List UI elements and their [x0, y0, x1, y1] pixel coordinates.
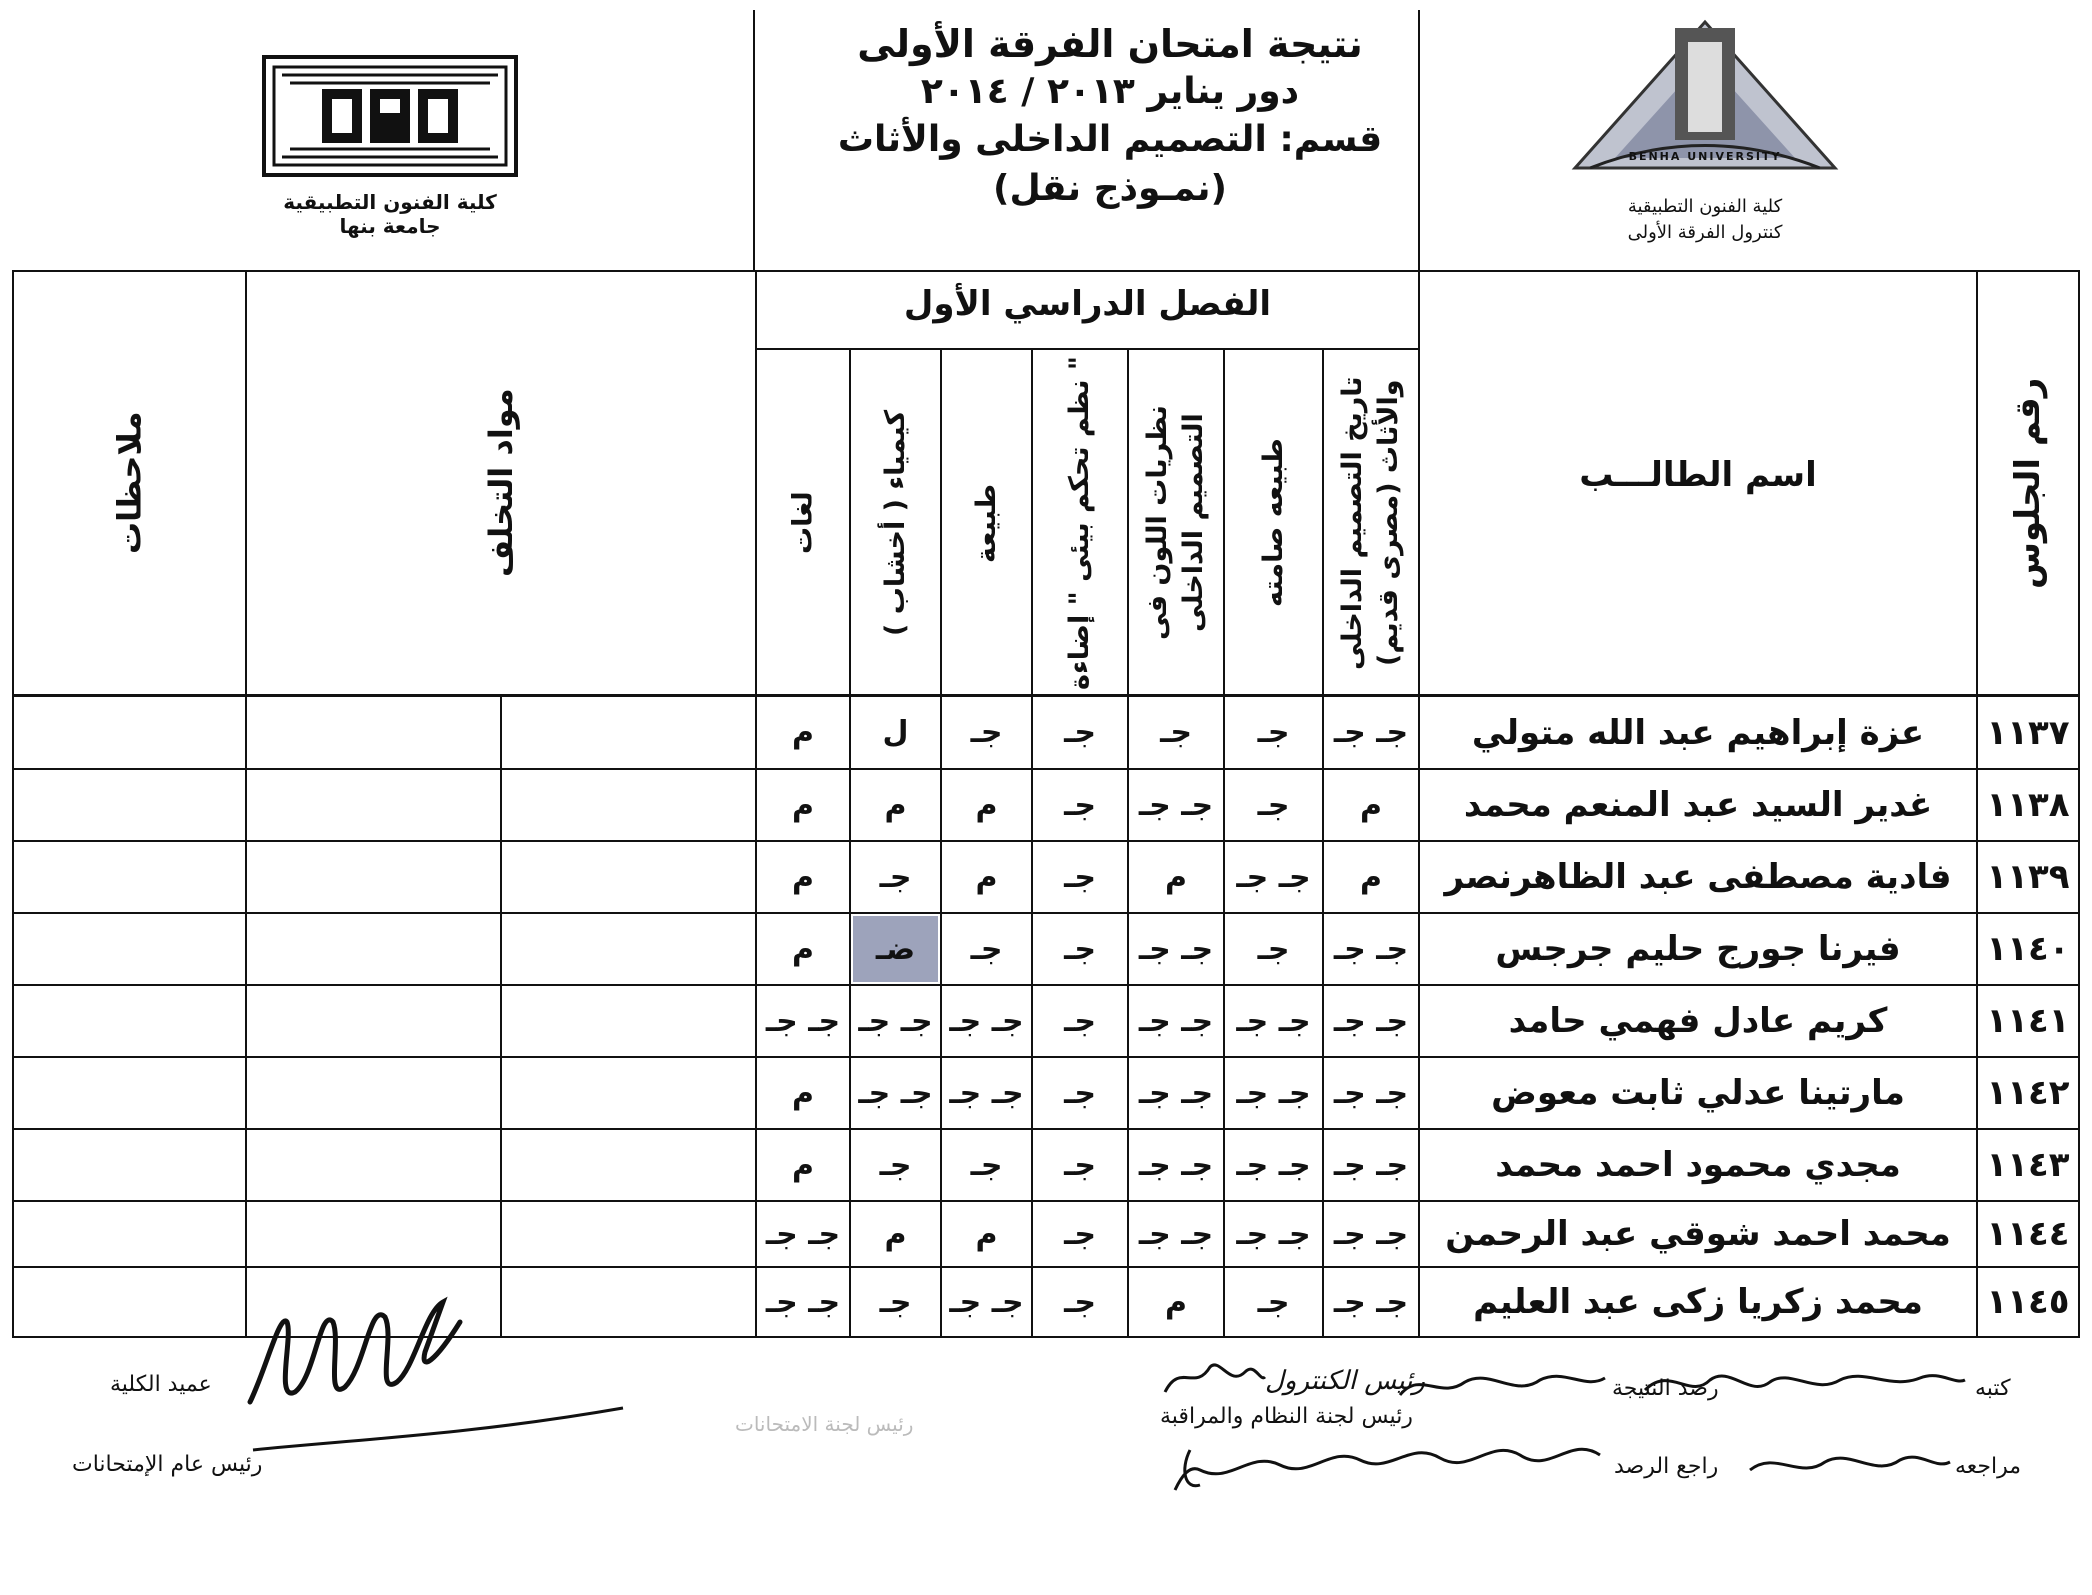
row-1144-name: محمد احمد شوقي عبد الرحمن [1445, 1214, 1951, 1254]
row-1139-grade-7: م [792, 859, 814, 895]
footer-review-record: راجع الرصد [1614, 1454, 1719, 1479]
row-1145-grade-4: جـ [1064, 1284, 1096, 1320]
row-1139-seat: ١١٣٩ [1986, 857, 2070, 897]
footer-recorded-by: رصد النتيجة [1612, 1376, 1719, 1401]
row-1144-seat: ١١٤٤ [1986, 1214, 2070, 1254]
row-1138-name: غدير السيد عبد المنعم محمد [1463, 785, 1933, 825]
row-1142-grade-7: م [792, 1075, 814, 1111]
row-1137-grade-5: جـ [970, 715, 1003, 750]
row-1141-grade-4: جـ [1064, 1003, 1096, 1039]
exam-session: دور يناير ٢٠١٣ / ٢٠١٤ [920, 71, 1300, 112]
row-1144-grade-7: جـ جـ [765, 1216, 841, 1252]
left-logo-line1: كلية الفنون التطبيقية [283, 190, 497, 214]
footer-exam-head: رئيس عام الإمتحانات [72, 1452, 263, 1477]
row-1140-seat: ١١٤٠ [1986, 929, 2070, 969]
form-type: (نمـوذج نقل) [993, 168, 1227, 209]
row-1139-grade-4: جـ [1064, 859, 1096, 895]
row-1141-name: كريم عادل فهمي حامد [1508, 1001, 1888, 1041]
col-header-notes: ملاحظات [110, 411, 149, 555]
right-logo-line2: كنترول الفرقة الأولى [1627, 222, 1783, 243]
row-1139-grade-3: م [1165, 859, 1187, 895]
right-logo-caption: BENHA UNIVERSITY [1628, 150, 1782, 163]
row-1140-grade-5: جـ [970, 931, 1003, 967]
row-1140-grade-3: جـ جـ [1138, 931, 1214, 967]
left-logo [262, 55, 518, 177]
row-1145-grade-5: جـ جـ [949, 1284, 1024, 1320]
row-1140-grade-4: جـ [1064, 931, 1096, 967]
row-1137-grade-6: ل [882, 715, 909, 750]
row-1142-grade-6: جـ جـ [858, 1075, 933, 1111]
row-1139-name: فادية مصطفى عبد الظاهرنصر [1444, 857, 1952, 897]
col-header-failed: مواد التخلف [482, 388, 520, 578]
row-1145-grade-7: جـ جـ [765, 1284, 841, 1320]
reviewer-signature [1745, 1440, 1955, 1490]
subject-header-3: نظريات اللون فى التصميم الداخلى [1142, 405, 1209, 641]
row-1137-grade-3: جـ [1160, 715, 1192, 750]
row-1145-grade-6: جـ [879, 1284, 912, 1320]
row-1143-grade-1: جـ جـ [1333, 1147, 1409, 1183]
footer-faded-stamp: رئيس لجنة الامتحانات [735, 1412, 914, 1436]
row-1144-grade-3: جـ جـ [1138, 1216, 1214, 1252]
row-1143-grade-5: جـ [970, 1147, 1003, 1183]
row-1144-grade-6: م [884, 1216, 907, 1252]
row-1138-grade-1: م [1360, 787, 1382, 823]
row-1141-seat: ١١٤١ [1986, 1001, 2070, 1041]
row-1143-grade-3: جـ جـ [1138, 1147, 1214, 1183]
footer-control-head: رئيس الكنترول [1265, 1366, 1426, 1396]
row-1145-seat: ١١٤٥ [1986, 1282, 2070, 1322]
review-record-signature [1170, 1430, 1610, 1500]
subject-header-6: كيمياء ( أخشاب ) [880, 409, 911, 637]
row-1137-grade-2: جـ [1257, 715, 1290, 750]
row-1142-grade-3: جـ جـ [1138, 1075, 1214, 1111]
row-1139-grade-1: م [1360, 859, 1382, 895]
row-1145-name: محمد زكريا زكى عبد العليم [1473, 1282, 1923, 1322]
row-1138-seat: ١١٣٨ [1986, 785, 2070, 825]
row-1145-grade-2: جـ [1257, 1284, 1290, 1320]
row-1144-grade-1: جـ جـ [1333, 1216, 1409, 1252]
row-1142-grade-4: جـ [1064, 1075, 1096, 1111]
header-divider-right [1418, 10, 1420, 270]
row-1141-grade-7: جـ جـ [765, 1003, 841, 1039]
row-1140-grade-1: جـ جـ [1333, 931, 1409, 967]
footer-dean: عميد الكلية [110, 1372, 212, 1397]
exam-title: نتيجة امتحان الفرقة الأولى [857, 22, 1363, 66]
row-1145-grade-3: م [1165, 1284, 1187, 1320]
row-1139-grade-6: جـ [879, 859, 912, 895]
row-1143-grade-6: جـ [879, 1147, 912, 1183]
row-1138-grade-3: جـ جـ [1138, 787, 1214, 823]
row-1141-grade-6: جـ جـ [858, 1003, 933, 1039]
row-1143-seat: ١١٤٣ [1986, 1145, 2070, 1185]
row-1137-grade-7: م [792, 715, 814, 750]
row-1144-grade-2: جـ جـ [1236, 1216, 1311, 1252]
control-head-signature [1160, 1352, 1270, 1402]
row-1140-name: فيرنا جورج حليم جرجس [1495, 929, 1901, 969]
row-1137-grade-4: جـ [1064, 715, 1096, 750]
row-1145-grade-1: جـ جـ [1333, 1284, 1409, 1320]
writer-signature [1640, 1360, 1970, 1410]
row-1137-seat: ١١٣٧ [1986, 712, 2070, 753]
row-1143-grade-2: جـ جـ [1236, 1147, 1311, 1183]
row-1143-name: مجدي محمود احمد محمد [1495, 1145, 1901, 1185]
subject-header-7: لغات [787, 491, 819, 555]
row-1142-grade-5: جـ جـ [949, 1075, 1024, 1111]
row-1137-grade-1: جـ جـ [1333, 715, 1409, 750]
row-1141-grade-3: جـ جـ [1138, 1003, 1214, 1039]
row-1140-grade-2: جـ [1257, 931, 1290, 967]
row-1138-grade-5: م [975, 787, 998, 823]
row-1144-grade-5: م [975, 1216, 998, 1252]
recorder-signature [1395, 1360, 1610, 1410]
row-1142-grade-1: جـ جـ [1333, 1075, 1409, 1111]
semester-header: الفصل الدراسي الأول [903, 284, 1272, 324]
row-1142-seat: ١١٤٢ [1986, 1073, 2070, 1113]
row-1142-grade-2: جـ جـ [1236, 1075, 1311, 1111]
row-1142-name: مارتينا عدلي ثابت معوض [1491, 1073, 1905, 1113]
row-1141-grade-1: جـ جـ [1333, 1003, 1409, 1039]
row-1139-grade-2: جـ جـ [1236, 859, 1311, 895]
row-1138-grade-7: م [792, 787, 814, 823]
col-header-seat: رقم الجلوس [2008, 377, 2048, 589]
header-block [820, 20, 1400, 214]
footer-written-by: كتبه [1975, 1376, 2011, 1401]
row-1138-grade-6: م [884, 787, 907, 823]
department: قسم: التصميم الداخلى والأثاث [837, 119, 1383, 160]
row-1140-grade-7: م [792, 931, 814, 967]
subject-header-1: تاريخ التصميم الداخلى والأثاث (مصرى قديم) [1337, 376, 1404, 670]
right-logo-line1: كلية الفنون التطبيقية [1627, 196, 1783, 217]
left-logo-line2: جامعة بنها [339, 214, 441, 238]
row-1138-grade-4: جـ [1064, 787, 1096, 823]
exam-head-signature [248, 1400, 628, 1460]
row-1137-name: عزة إبراهيم عبد الله متولي [1471, 712, 1925, 753]
row-1141-grade-5: جـ جـ [949, 1003, 1024, 1039]
col-header-name: اسم الطالـــب [1579, 455, 1817, 495]
row-1139-grade-5: م [975, 859, 998, 895]
subject-header-5: طبيعة [971, 483, 1002, 563]
row-1143-grade-7: م [792, 1147, 814, 1183]
footer-reviewed-by: مراجعه [1955, 1454, 2022, 1479]
footer-committee-head: رئيس لجنة النظام والمراقبة [1160, 1404, 1413, 1429]
row-1138-grade-2: جـ [1257, 787, 1290, 823]
row-1143-grade-4: جـ [1064, 1147, 1096, 1183]
subject-header-2: طبيعه صامته [1258, 438, 1289, 608]
row-1141-grade-2: جـ جـ [1236, 1003, 1311, 1039]
row-1144-grade-4: جـ [1064, 1216, 1096, 1252]
row-1140-grade-6-failed: ضـ [853, 916, 938, 982]
header-divider-left [753, 10, 755, 270]
subject-header-4: نظم تحكم بيئى " إضاءة " [1064, 356, 1095, 690]
